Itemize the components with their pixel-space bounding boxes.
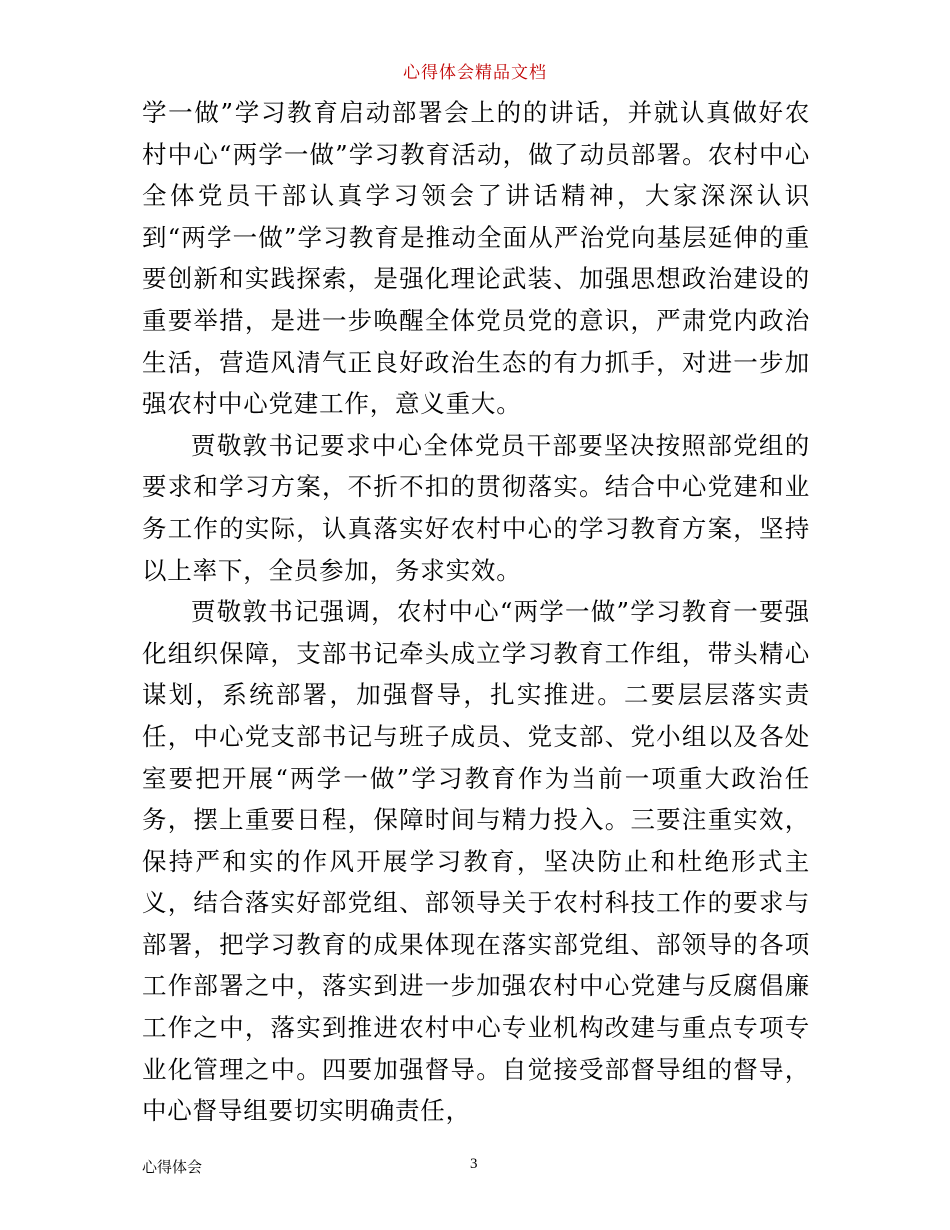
page-footer-label: 心得体会 <box>142 1158 203 1176</box>
page-header-title: 心得体会精品文档 <box>403 63 547 83</box>
paragraph-emphasis: 贾敬敦书记强调，农村中心“两学一做”学习教育一要强化组织保障，支部书记牵头成立学习教育工作组，带头精心谋划，系统部署，加强督导，扎实推进。二要层层落实责任，中心党支部书记与班子成员、党支部、党小组以及各处室要把开展“两学一做”学习教育作为当前一项重大政治任务，摆上重要日程，保障时间与精力投入。三要注重实效，保持严和实的作风开展学习教育，坚决防止和杜绝形式主义，结合落实好部党组、部领导关于农村科技工作的要求与部署，把学习教育的成果体现在落实部党组、部领导的各项工作部署之中，落实到进一步加强农村中心党建与反腐倡廉工作之中，落实到推进农村中心专业机构改建与重点专项专业化管理之中。四要加强督导。自觉接受部督导组的督导，中心督导组要切实明确责任， <box>142 597 810 1126</box>
paragraph-continuation: 学一做”学习教育启动部署会上的的讲话，并就认真做好农村中心“两学一做”学习教育活动，做了动员部署。农村中心全体党员干部认真学习领会了讲话精神，大家深深认识到“两学一做”学习教育是推动全面从严治党向基层延伸的重要创新和实践探索，是强化理论武装、加强思想政治建设的重要举措，是进一步唤醒全体党员党的意识，严肃党内政治生活，营造风清气正良好政治生态的有力抓手，对进一步加强农村中心党建工作，意义重大。 <box>142 98 810 419</box>
document-body <box>142 92 810 1132</box>
paragraph-requirements: 贾敬敦书记要求中心全体党员干部要坚决按照部党组的要求和学习方案，不折不扣的贯彻落实。结合中心党建和业务工作的实际，认真落实好农村中心的学习教育方案，坚持以上率下，全员参加，务求实效。 <box>142 430 810 585</box>
page-number: 3 <box>470 1156 478 1172</box>
